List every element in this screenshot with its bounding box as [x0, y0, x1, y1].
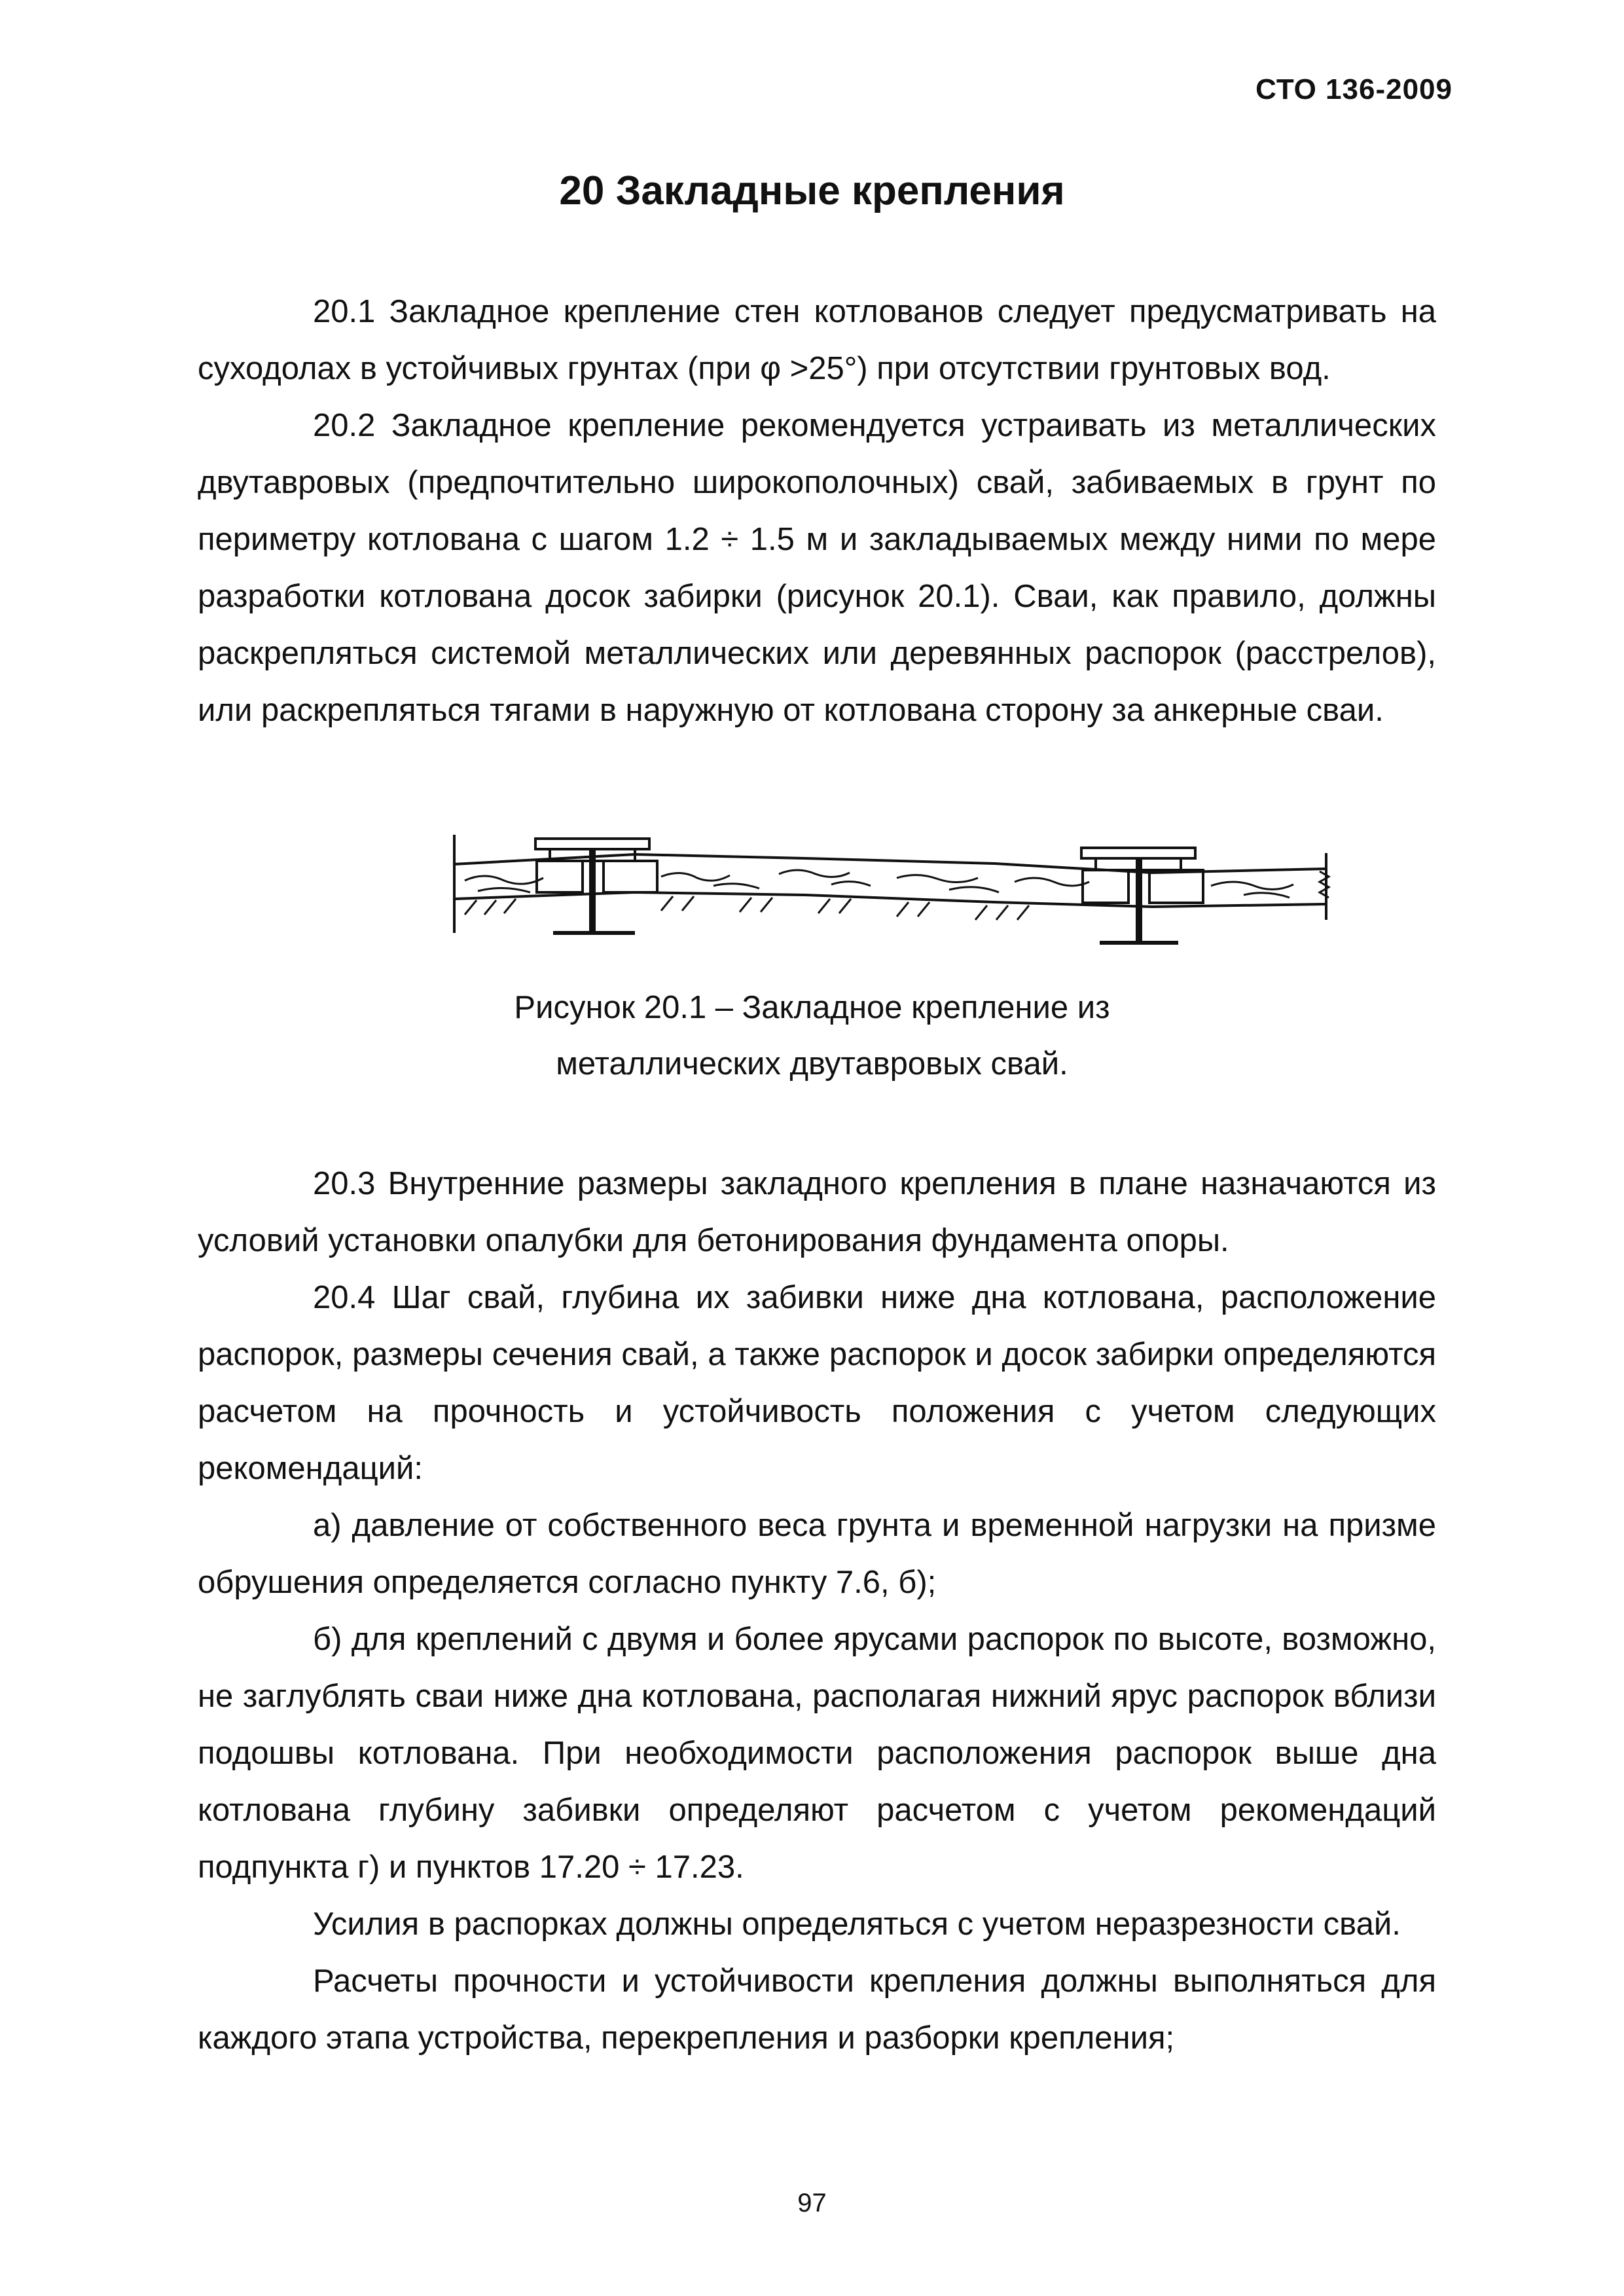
text-block-bottom: [198, 1156, 1436, 2067]
right-waler-left: [1083, 870, 1128, 903]
left-waler-right: [604, 861, 657, 892]
section-title: 20 Закладные крепления: [559, 168, 1065, 213]
list-item-a: а) давление от собственного веса грунта и временной нагрузки на призме обрушения определяется согласно пункту 7.6, б);: [198, 1508, 1436, 1600]
text-block-top: [198, 283, 1436, 739]
right-pile-cap: [1081, 848, 1195, 858]
figure-caption-line-1: Рисунок 20.1 – Закладное крепление из: [514, 990, 1110, 1025]
paragraph-20-4: 20.4 Шаг свай, глубина их забивки ниже дна котлована, расположение распорок, размеры сечения свай, а также распорок и досок забирки определяются расчетом на прочность и устойчивость положения с учетом следующих рекомендаций:: [198, 1280, 1436, 1486]
paragraph-calculations: Расчеты прочности и устойчивости крепления должны выполняться для каждого этапа устройства, перекрепления и разборки крепления;: [198, 1963, 1436, 2056]
left-waler-left: [537, 861, 583, 892]
planks-bottom-line: [454, 892, 1326, 907]
figure-caption: [0, 979, 1624, 1092]
figure-20-1-drawing: [439, 809, 1355, 966]
figure-caption-line-2: металлических двутавровых свай.: [556, 1046, 1068, 1082]
page-number: 97: [797, 2189, 827, 2217]
paragraph-20-1: 20.1 Закладное крепление стен котлованов следует предусматривать на суходолах в устойчивых грунтах (при φ >25°) при отсутствии грунтовых вод.: [198, 294, 1436, 386]
right-waler-right: [1149, 870, 1203, 903]
list-item-b: б) для креплений с двумя и более ярусами распорок по высоте, возможно, не заглублять сваи ниже дна котлована, располагая нижний ярус распорок вблизи подошвы котлована. При необходимости расположения распорок выше дна котлована глубину забивки определяют расчетом с учетом рекомендаций подпункта г) и пунктов 17.20 ÷ 17.23.: [198, 1622, 1436, 1885]
paragraph-20-2: 20.2 Закладное крепление рекомендуется устраивать из металлических двутавровых (предпочтительно широкополочных) свай, забиваемых в грунт по периметру котлована с шагом 1.2 ÷ 1.5 м и закладываемых между ними по мере разработки котлована досок забирки (рисунок 20.1). Сваи, как правило, должны раскрепляться системой металлических или деревянных распорок (расстрелов), или раскрепляться тягами в наружную от котлована сторону за анкерные сваи.: [198, 408, 1436, 728]
left-pile-cap: [535, 839, 649, 849]
document-code: СТО 136-2009: [1255, 73, 1453, 105]
paragraph-20-3: 20.3 Внутренние размеры закладного крепления в плане назначаются из условий установки опалубки для бетонирования фундамента опоры.: [198, 1166, 1436, 1258]
paragraph-efforts: Усилия в распорках должны определяться с учетом неразрезности свай.: [313, 1906, 1401, 1942]
